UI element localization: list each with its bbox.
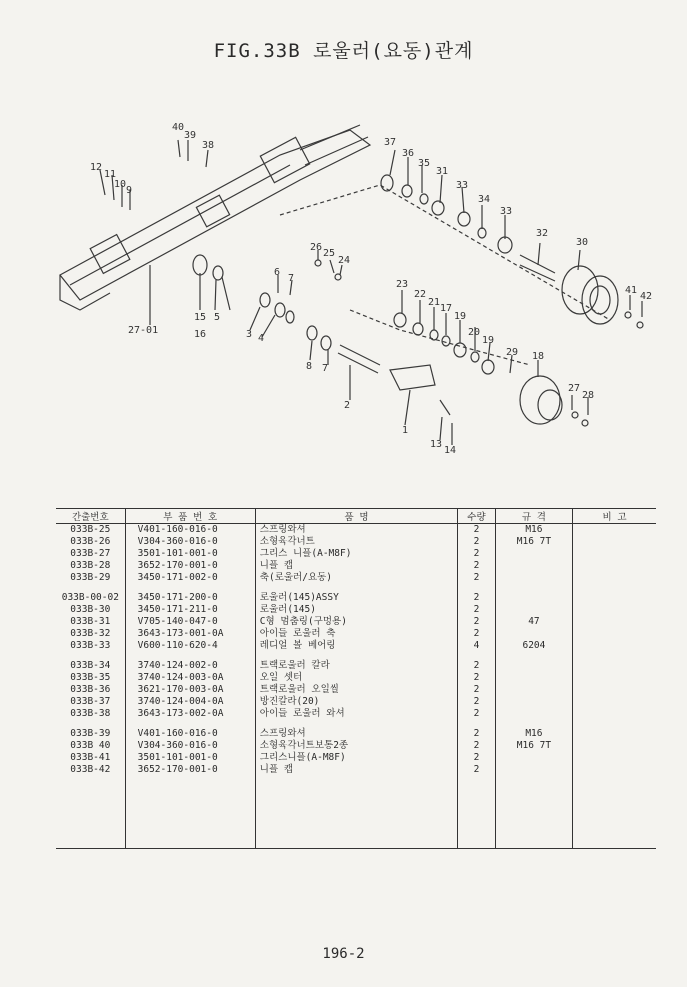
cell-note bbox=[573, 708, 656, 720]
cell-quantity: 2 bbox=[458, 764, 496, 776]
callout-11: 11 bbox=[104, 169, 117, 180]
table-row bbox=[56, 572, 656, 584]
cell-part-number: 3643-173-002-0A bbox=[125, 708, 255, 720]
table-row bbox=[56, 672, 656, 684]
cell-index: 033B-42 bbox=[70, 764, 111, 775]
cell-part-name: 스프링와셔 bbox=[255, 728, 457, 740]
cell-spec bbox=[495, 572, 572, 584]
table-row bbox=[56, 696, 656, 708]
cell-part-name: 소형육각너트 bbox=[255, 536, 457, 548]
callout-33a: 33 bbox=[456, 180, 469, 191]
callout-25: 25 bbox=[323, 248, 336, 259]
callout-30: 30 bbox=[576, 237, 589, 248]
table-row bbox=[56, 640, 656, 652]
cell-note bbox=[573, 672, 656, 684]
cell-index: 033B-36 bbox=[70, 684, 111, 695]
cell-note bbox=[573, 572, 656, 584]
header-note: 비 고 bbox=[573, 509, 656, 524]
cell-quantity: 2 bbox=[458, 660, 496, 672]
cell-spec bbox=[495, 696, 572, 708]
callout-19a: 19 bbox=[454, 311, 467, 322]
cell-part-number bbox=[125, 652, 255, 660]
callout-19b: 19 bbox=[482, 335, 495, 346]
cell-quantity bbox=[458, 652, 496, 660]
cell-index: 033B 40 bbox=[70, 740, 111, 751]
cell-quantity: 2 bbox=[458, 708, 496, 720]
cell-part-name: 아이들 로울러 축 bbox=[255, 628, 457, 640]
table-header-row bbox=[56, 509, 656, 524]
cell-spec: M16 7T bbox=[495, 536, 572, 548]
cell-spec bbox=[495, 584, 572, 592]
cell-note bbox=[573, 728, 656, 740]
cell-note bbox=[573, 696, 656, 708]
cell-part-number: V705-140-047-0 bbox=[125, 616, 255, 628]
cell-part-name: 니플 캡 bbox=[255, 560, 457, 572]
table-row bbox=[56, 684, 656, 696]
callout-20: 20 bbox=[468, 327, 481, 338]
callout-22: 22 bbox=[414, 289, 427, 300]
cell-index: 033B-35 bbox=[70, 672, 111, 683]
cell-note bbox=[573, 752, 656, 764]
callout-24: 24 bbox=[338, 255, 351, 266]
cell-part-name: 스프링와셔 bbox=[255, 524, 457, 537]
table-row bbox=[56, 708, 656, 720]
cell-index: 033B-39 bbox=[70, 728, 111, 739]
exploded-parts-diagram bbox=[50, 115, 660, 475]
cell-quantity: 2 bbox=[458, 628, 496, 640]
cell-part-number: 3643-173-001-0A bbox=[125, 628, 255, 640]
cell-index: 033B-34 bbox=[70, 660, 111, 671]
callout-27: 27 bbox=[568, 383, 581, 394]
cell-index: 033B-32 bbox=[70, 628, 111, 639]
table-spacer-row bbox=[56, 652, 656, 660]
cell-note bbox=[573, 652, 656, 660]
cell-part-name: 오일 셋터 bbox=[255, 672, 457, 684]
cell-part-name: 로울러(145)ASSY bbox=[255, 592, 457, 604]
cell-spec: M16 bbox=[495, 728, 572, 740]
cell-index: 033B-29 bbox=[70, 572, 111, 583]
cell-index: 033B-37 bbox=[70, 696, 111, 707]
cell-part-name: C형 멈춤링(구멍용) bbox=[255, 616, 457, 628]
cell-note bbox=[573, 536, 656, 548]
cell-part-number: 3652-170-001-0 bbox=[125, 764, 255, 776]
callout-14: 14 bbox=[444, 445, 457, 456]
figure-title: FIG.33B 로울러(요동)관계 bbox=[213, 40, 474, 62]
table-row bbox=[56, 604, 656, 616]
cell-part-number: 3501-101-001-0 bbox=[125, 548, 255, 560]
callout-28: 28 bbox=[582, 390, 595, 401]
callout-21: 21 bbox=[428, 297, 441, 308]
cell-quantity: 2 bbox=[458, 752, 496, 764]
cell-spec bbox=[495, 720, 572, 728]
callout-38: 38 bbox=[202, 140, 215, 151]
cell-quantity: 2 bbox=[458, 548, 496, 560]
table-row bbox=[56, 616, 656, 628]
callout-7b: 7 bbox=[322, 363, 329, 374]
callout-42: 42 bbox=[640, 291, 653, 302]
table-row bbox=[56, 536, 656, 548]
table-row bbox=[56, 764, 656, 776]
cell-quantity: 2 bbox=[458, 684, 496, 696]
cell-part-number: V401-160-016-0 bbox=[125, 728, 255, 740]
callout-33b: 33 bbox=[500, 206, 513, 217]
cell-quantity: 2 bbox=[458, 604, 496, 616]
cell-part-name: 소형육각너트보통2종 bbox=[255, 740, 457, 752]
cell-note bbox=[573, 604, 656, 616]
table-row bbox=[56, 740, 656, 752]
callout-12: 12 bbox=[90, 162, 103, 173]
cell-part-number: 3621-170-003-0A bbox=[125, 684, 255, 696]
callout-27-01: 27-01 bbox=[128, 325, 159, 336]
cell-empty bbox=[495, 776, 572, 849]
cell-part-number bbox=[125, 584, 255, 592]
table-spacer-row bbox=[56, 584, 656, 592]
diagram-drawing bbox=[50, 115, 660, 475]
callout-16: 16 bbox=[194, 329, 207, 340]
cell-part-number: V600-110-620-4 bbox=[125, 640, 255, 652]
header-spec: 규 격 bbox=[495, 509, 572, 524]
cell-quantity: 2 bbox=[458, 592, 496, 604]
cell-part-name bbox=[255, 652, 457, 660]
cell-part-name bbox=[255, 584, 457, 592]
cell-part-name: 니플 캡 bbox=[255, 764, 457, 776]
cell-part-number: 3450-171-211-0 bbox=[125, 604, 255, 616]
callout-1: 1 bbox=[402, 425, 409, 436]
cell-part-name: 축(로울러/요동) bbox=[255, 572, 457, 584]
callout-13: 13 bbox=[430, 439, 443, 450]
cell-quantity: 4 bbox=[458, 640, 496, 652]
callout-37: 37 bbox=[384, 137, 397, 148]
cell-note bbox=[573, 684, 656, 696]
table-row bbox=[56, 524, 656, 537]
cell-part-number: V401-160-016-0 bbox=[125, 524, 255, 537]
page-number: 196-2 bbox=[322, 946, 365, 962]
cell-quantity: 2 bbox=[458, 536, 496, 548]
callout-41: 41 bbox=[625, 285, 638, 296]
cell-quantity: 2 bbox=[458, 672, 496, 684]
cell-index: 033B-41 bbox=[70, 752, 111, 763]
cell-spec bbox=[495, 708, 572, 720]
callout-36: 36 bbox=[402, 148, 415, 159]
cell-part-number: 3501-101-001-0 bbox=[125, 752, 255, 764]
cell-index bbox=[56, 720, 125, 728]
cell-part-number: 3740-124-002-0 bbox=[125, 660, 255, 672]
cell-part-number: 3740-124-004-0A bbox=[125, 696, 255, 708]
callout-31: 31 bbox=[436, 166, 449, 177]
callout-40: 40 bbox=[172, 122, 185, 133]
cell-part-name: 레디얼 볼 베어링 bbox=[255, 640, 457, 652]
cell-empty bbox=[125, 776, 255, 849]
table-empty-row bbox=[56, 776, 656, 849]
callout-23: 23 bbox=[396, 279, 409, 290]
cell-spec: M16 7T bbox=[495, 740, 572, 752]
callout-15: 15 bbox=[194, 312, 207, 323]
table-row bbox=[56, 728, 656, 740]
callout-6: 6 bbox=[274, 267, 281, 278]
cell-quantity: 2 bbox=[458, 728, 496, 740]
cell-quantity: 2 bbox=[458, 740, 496, 752]
cell-spec: M16 bbox=[495, 524, 572, 537]
callout-7a: 7 bbox=[288, 273, 295, 284]
cell-index: 033B-33 bbox=[70, 640, 111, 651]
cell-note bbox=[573, 628, 656, 640]
cell-part-number: V304-360-016-0 bbox=[125, 536, 255, 548]
cell-index: 033B-30 bbox=[70, 604, 111, 615]
table-row bbox=[56, 628, 656, 640]
cell-index bbox=[56, 584, 125, 592]
cell-part-name: 그리스 니플(A-M8F) bbox=[255, 548, 457, 560]
cell-quantity: 2 bbox=[458, 696, 496, 708]
cell-spec bbox=[495, 684, 572, 696]
cell-index: 033B-28 bbox=[70, 560, 111, 571]
cell-empty bbox=[255, 776, 457, 849]
cell-part-name: 트랙로울러 칼라 bbox=[255, 660, 457, 672]
callout-2: 2 bbox=[344, 400, 351, 411]
cell-index: 033B-00-02 bbox=[61, 592, 119, 603]
header-index: 간출번호 bbox=[56, 509, 125, 524]
cell-quantity: 2 bbox=[458, 560, 496, 572]
cell-part-name bbox=[255, 720, 457, 728]
cell-empty bbox=[56, 776, 125, 849]
cell-spec bbox=[495, 592, 572, 604]
header-quantity: 수량 bbox=[458, 509, 496, 524]
cell-note bbox=[573, 660, 656, 672]
cell-note bbox=[573, 592, 656, 604]
callout-5: 5 bbox=[214, 312, 221, 323]
callout-3: 3 bbox=[246, 329, 253, 340]
cell-spec bbox=[495, 560, 572, 572]
table-row bbox=[56, 560, 656, 572]
callout-26: 26 bbox=[310, 242, 323, 253]
cell-note bbox=[573, 720, 656, 728]
table-row bbox=[56, 548, 656, 560]
callout-10: 10 bbox=[114, 179, 127, 190]
cell-part-number: 3450-171-200-0 bbox=[125, 592, 255, 604]
callout-9: 9 bbox=[126, 185, 133, 196]
cell-note bbox=[573, 524, 656, 537]
cell-spec: 6204 bbox=[495, 640, 572, 652]
cell-index: 033B-26 bbox=[70, 536, 111, 547]
cell-spec bbox=[495, 660, 572, 672]
callout-34: 34 bbox=[478, 194, 491, 205]
callout-labels bbox=[90, 122, 652, 456]
table-body bbox=[56, 524, 656, 849]
cell-quantity bbox=[458, 584, 496, 592]
header-part-number: 부 품 번 호 bbox=[125, 509, 255, 524]
callout-35: 35 bbox=[418, 158, 431, 169]
cell-spec bbox=[495, 628, 572, 640]
cell-spec: 47 bbox=[495, 616, 572, 628]
cell-quantity: 2 bbox=[458, 616, 496, 628]
callout-18: 18 bbox=[532, 351, 545, 362]
cell-note bbox=[573, 740, 656, 752]
callout-32: 32 bbox=[536, 228, 549, 239]
cell-note bbox=[573, 548, 656, 560]
cell-part-number: 3652-170-001-0 bbox=[125, 560, 255, 572]
callout-29: 29 bbox=[506, 347, 519, 358]
callout-8: 8 bbox=[306, 361, 313, 372]
cell-spec bbox=[495, 548, 572, 560]
cell-note bbox=[573, 560, 656, 572]
header-part-name: 품 명 bbox=[255, 509, 457, 524]
cell-index: 033B-31 bbox=[70, 616, 111, 627]
cell-spec bbox=[495, 764, 572, 776]
cell-part-number: 3740-124-003-0A bbox=[125, 672, 255, 684]
cell-part-number bbox=[125, 720, 255, 728]
table-row bbox=[56, 660, 656, 672]
cell-quantity: 2 bbox=[458, 524, 496, 537]
cell-part-number: 3450-171-002-0 bbox=[125, 572, 255, 584]
table-row bbox=[56, 752, 656, 764]
callout-4: 4 bbox=[258, 333, 265, 344]
cell-part-name: 그리스니플(A-M8F) bbox=[255, 752, 457, 764]
cell-index bbox=[56, 652, 125, 660]
cell-empty bbox=[573, 776, 656, 849]
cell-note bbox=[573, 640, 656, 652]
cell-part-name: 방진칼라(20) bbox=[255, 696, 457, 708]
cell-quantity bbox=[458, 720, 496, 728]
parts-table bbox=[56, 508, 656, 849]
cell-spec bbox=[495, 672, 572, 684]
cell-index: 033B-25 bbox=[70, 524, 111, 535]
cell-part-number: V304-360-016-0 bbox=[125, 740, 255, 752]
cell-note bbox=[573, 584, 656, 592]
cell-spec bbox=[495, 752, 572, 764]
cell-part-name: 트랙로울러 오일씰 bbox=[255, 684, 457, 696]
cell-index: 033B-38 bbox=[70, 708, 111, 719]
cell-note bbox=[573, 764, 656, 776]
cell-part-name: 아이들 로울러 와셔 bbox=[255, 708, 457, 720]
callout-17: 17 bbox=[440, 303, 453, 314]
cell-quantity: 2 bbox=[458, 572, 496, 584]
table-spacer-row bbox=[56, 720, 656, 728]
cell-note bbox=[573, 616, 656, 628]
cell-empty bbox=[458, 776, 496, 849]
table-row bbox=[56, 592, 656, 604]
cell-spec bbox=[495, 652, 572, 660]
cell-index: 033B-27 bbox=[70, 548, 111, 559]
callout-39: 39 bbox=[184, 130, 197, 141]
cell-part-name: 로울러(145) bbox=[255, 604, 457, 616]
cell-spec bbox=[495, 604, 572, 616]
